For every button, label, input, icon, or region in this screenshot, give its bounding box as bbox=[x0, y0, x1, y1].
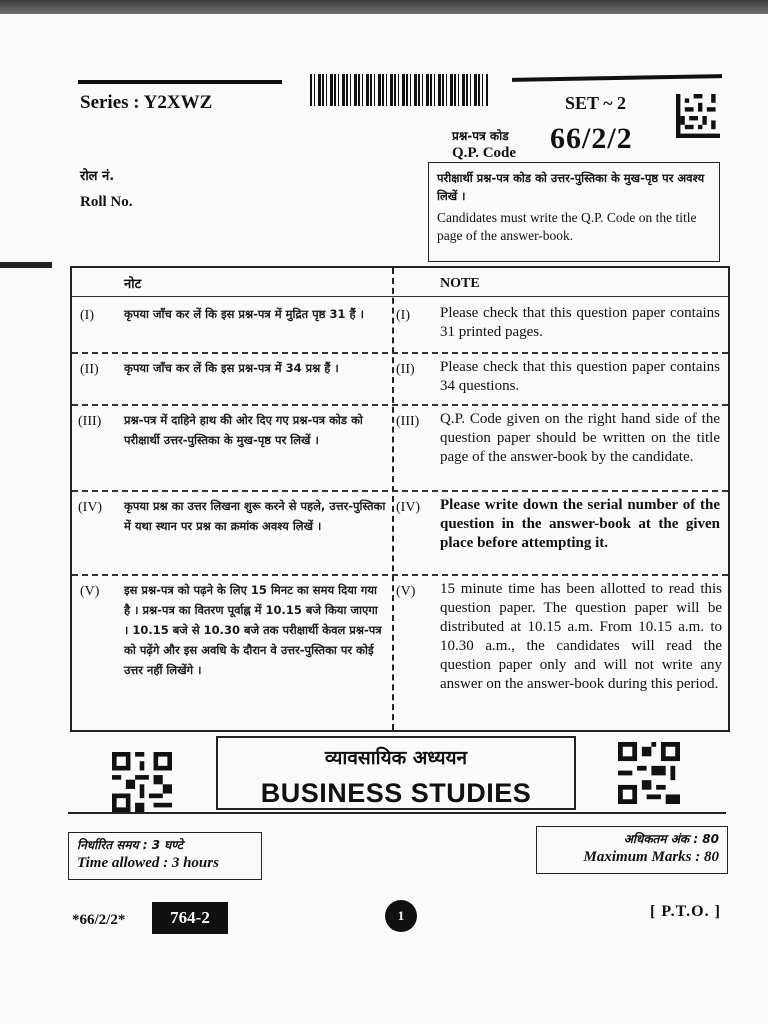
note-row bbox=[72, 354, 728, 402]
note-number: (I) bbox=[80, 308, 94, 323]
note-hindi: कृपया जाँच कर लें कि इस प्रश्न-पत्र में 34 प्रश्न हैं । bbox=[124, 361, 339, 375]
time-allowed-hindi: निर्धारित समय : 3 घण्टे bbox=[77, 838, 183, 852]
maximum-marks-box bbox=[536, 826, 728, 874]
notes-header-divider bbox=[72, 296, 728, 297]
note-hindi: प्रश्न-पत्र में दाहिने हाथ की ओर दिए गए प्रश्न-पत्र कोड को परीक्षार्थी उत्तर-पुस्तिका के मुख-पृष्ठ पर लिखें । bbox=[124, 413, 363, 447]
note-english: Q.P. Code given on the right hand side of the question paper should be written on the title page of the answer-book by the candidate. bbox=[440, 411, 720, 465]
qp-code-value: 66/2/2 bbox=[550, 122, 633, 155]
note-row bbox=[72, 406, 728, 488]
candidate-notice-hindi: परीक्षार्थी प्रश्न-पत्र कोड को उत्तर-पुस्तिका के मुख-पृष्ठ पर अवश्य लिखें । bbox=[437, 171, 705, 203]
note-number: (II) bbox=[80, 362, 99, 377]
roll-no-label-hindi: रोल नं. bbox=[80, 169, 115, 184]
subject-title: BUSINESS STUDIES bbox=[260, 778, 532, 808]
qp-code-label: Q.P. Code bbox=[452, 145, 517, 161]
note-number-en: (II) bbox=[396, 362, 415, 377]
page-number: 1 bbox=[385, 900, 417, 932]
datamatrix-icon bbox=[676, 94, 720, 138]
title-divider bbox=[68, 812, 726, 814]
note-number-en: (IV) bbox=[396, 500, 421, 515]
note-hindi: कृपया प्रश्न का उत्तर लिखना शुरू करने से पहले, उत्तर-पुस्तिका में यथा स्थान पर प्रश्न का क्रमांक अवश्य लिखें । bbox=[124, 499, 386, 533]
note-number: (V) bbox=[80, 584, 100, 599]
time-allowed: Time allowed : 3 hours bbox=[77, 855, 219, 871]
note-hindi: कृपया जाँच कर लें कि इस प्रश्न-पत्र में मुद्रित पृष्ठ 31 हैं । bbox=[124, 307, 364, 321]
maximum-marks-hindi: अधिकतम अंक : 80 bbox=[623, 832, 719, 846]
note-row bbox=[72, 576, 728, 726]
qr-code-icon bbox=[112, 752, 172, 812]
notes-header-english: NOTE bbox=[440, 276, 480, 291]
roll-no-label: Roll No. bbox=[80, 194, 133, 210]
header-rule-left bbox=[78, 80, 282, 84]
note-number-en: (V) bbox=[396, 584, 416, 599]
notes-table bbox=[70, 266, 730, 732]
note-row bbox=[72, 492, 728, 574]
footer-paper-code: *66/2/2* bbox=[72, 912, 126, 928]
note-row bbox=[72, 298, 728, 350]
maximum-marks: Maximum Marks : 80 bbox=[583, 849, 719, 865]
note-hindi: इस प्रश्न-पत्र को पढ़ने के लिए 15 मिनट का समय दिया गया है । प्रश्न-पत्र का वितरण पूर्वाह्न में 10.15 बजे किया जाएगा । 10.15 बजे से 10.30 बजे तक परीक्षार्थी केवल प्रश्न-पत्र को पढ़ेंगे और इस अवधि के दौरान वे उत्तर-पुस्तिका पर कोई उत्तर नहीं लिखेंगे । bbox=[124, 583, 382, 677]
margin-mark bbox=[0, 262, 52, 268]
time-allowed-box bbox=[68, 832, 262, 880]
note-number-en: (I) bbox=[396, 308, 410, 323]
note-english: Please check that this question paper contains 34 questions. bbox=[440, 359, 720, 394]
qp-code-label-hindi: प्रश्न-पत्र कोड bbox=[452, 129, 509, 143]
subject-title-hindi: व्यावसायिक अध्ययन bbox=[324, 747, 468, 769]
candidate-notice-box bbox=[428, 162, 720, 262]
note-english: Please check that this question paper contains 31 printed pages. bbox=[440, 305, 720, 340]
barcode-icon bbox=[310, 74, 488, 106]
set-label: SET ~ 2 bbox=[565, 93, 627, 113]
note-english: 15 minute time has been allotted to read this question paper. The question paper will be distributed at 10.15 a.m. From 10.15 a.m. to 10.30 a.m., the candidates will read the question paper only and will not write any answer on the answer-book during this period. bbox=[440, 581, 722, 692]
candidate-notice-english: Candidates must write the Q.P. Code on the title page of the answer-book. bbox=[437, 210, 697, 243]
series-label: Series : Y2XWZ bbox=[80, 92, 213, 113]
pto-label: [ P.T.O. ] bbox=[650, 903, 721, 920]
qr-code-icon bbox=[618, 742, 680, 804]
note-number-en: (III) bbox=[396, 414, 420, 429]
footer-code-box: 764-2 bbox=[152, 902, 228, 934]
notes-header-hindi: नोट bbox=[124, 277, 142, 292]
note-english: Please write down the serial number of the question in the answer-book at the given place before attempting it. bbox=[440, 497, 720, 551]
subject-title-box bbox=[216, 736, 576, 810]
note-number: (III) bbox=[78, 414, 102, 429]
note-number: (IV) bbox=[78, 500, 103, 515]
